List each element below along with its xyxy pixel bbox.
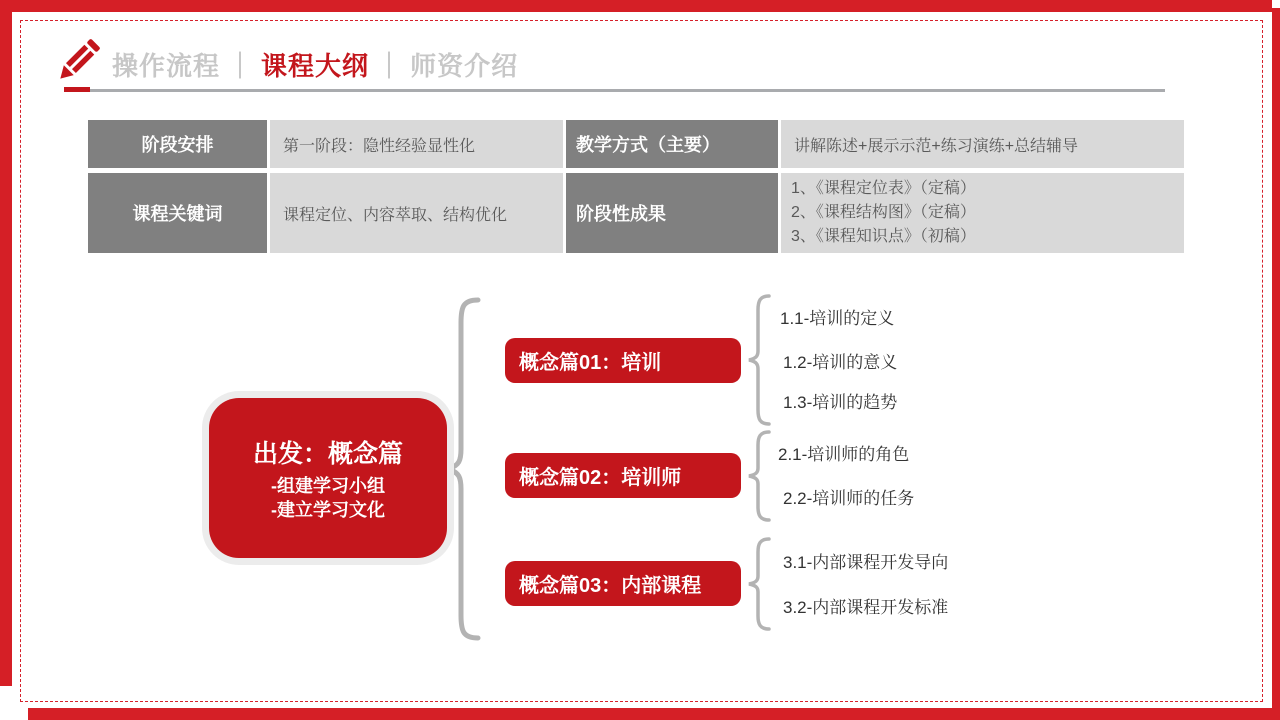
header-divider-line [90, 89, 1165, 92]
branch-node-concept-02: 概念篇02：培训师 [505, 453, 741, 498]
frame-right-bar [1272, 8, 1280, 720]
tab-course-outline-active: 课程大纲 [261, 51, 370, 81]
pencil-icon [50, 33, 108, 93]
root-node-line: -组建学习小组 [271, 476, 385, 496]
frame-left-bar [0, 0, 12, 686]
big-curly-brace [446, 297, 482, 643]
leaf-item: 1.2-培训的意义 [783, 353, 898, 372]
leaf-item: 2.1-培训师的角色 [778, 445, 910, 464]
leaf-item: 3.1-内部课程开发导向 [783, 553, 949, 572]
tab-separator: ｜ [376, 51, 404, 81]
branch-node-concept-01: 概念篇01：培训 [505, 338, 741, 383]
table-value-stage-results [781, 173, 1184, 253]
root-node-line: -建立学习文化 [271, 500, 385, 520]
leaf-item: 3.2-内部课程开发标准 [783, 598, 949, 617]
table-header-stage-arrangement: 阶段安排 [88, 120, 267, 168]
table-value-teaching-method: 讲解陈述+展示示范+练习演练+总结辅导 [781, 120, 1184, 168]
table-value-course-keywords: 课程定位、内容萃取、结构优化 [270, 173, 563, 253]
leaf-item: 2.2-培训师的任务 [783, 489, 915, 508]
table-header-course-keywords: 课程关键词 [88, 173, 267, 253]
pencil-underline [64, 87, 90, 92]
tab-teacher-intro: 师资介绍 [410, 51, 519, 81]
stage-result-line: 1、《课程定位表》（定稿） [791, 180, 976, 197]
branch-node-concept-03: 概念篇03：内部课程 [505, 561, 741, 606]
leaf-item: 1.3-培训的趋势 [783, 393, 898, 412]
stage-result-line: 2、《课程结构图》（定稿） [791, 204, 976, 221]
frame-bottom-bar [28, 708, 1280, 720]
table-header-stage-results: 阶段性成果 [566, 173, 778, 253]
table-header-teaching-method: 教学方式（主要） [566, 120, 778, 168]
stage-info-table [88, 120, 1184, 253]
leaf-item: 1.1-培训的定义 [780, 309, 895, 328]
small-curly-brace-1 [746, 294, 772, 426]
small-curly-brace-3 [746, 537, 772, 631]
tab-operation-flow: 操作流程 [112, 51, 221, 81]
root-node-title: 出发：概念篇 [252, 440, 403, 468]
diagram-root-node [209, 398, 447, 558]
header-tabs [112, 46, 518, 83]
small-curly-brace-2 [746, 430, 772, 522]
tab-separator: ｜ [227, 51, 255, 81]
stage-result-line: 3、《课程知识点》（初稿） [791, 228, 976, 245]
frame-top-bar [0, 0, 1272, 12]
table-value-stage-arrangement: 第一阶段：隐性经验显性化 [270, 120, 563, 168]
